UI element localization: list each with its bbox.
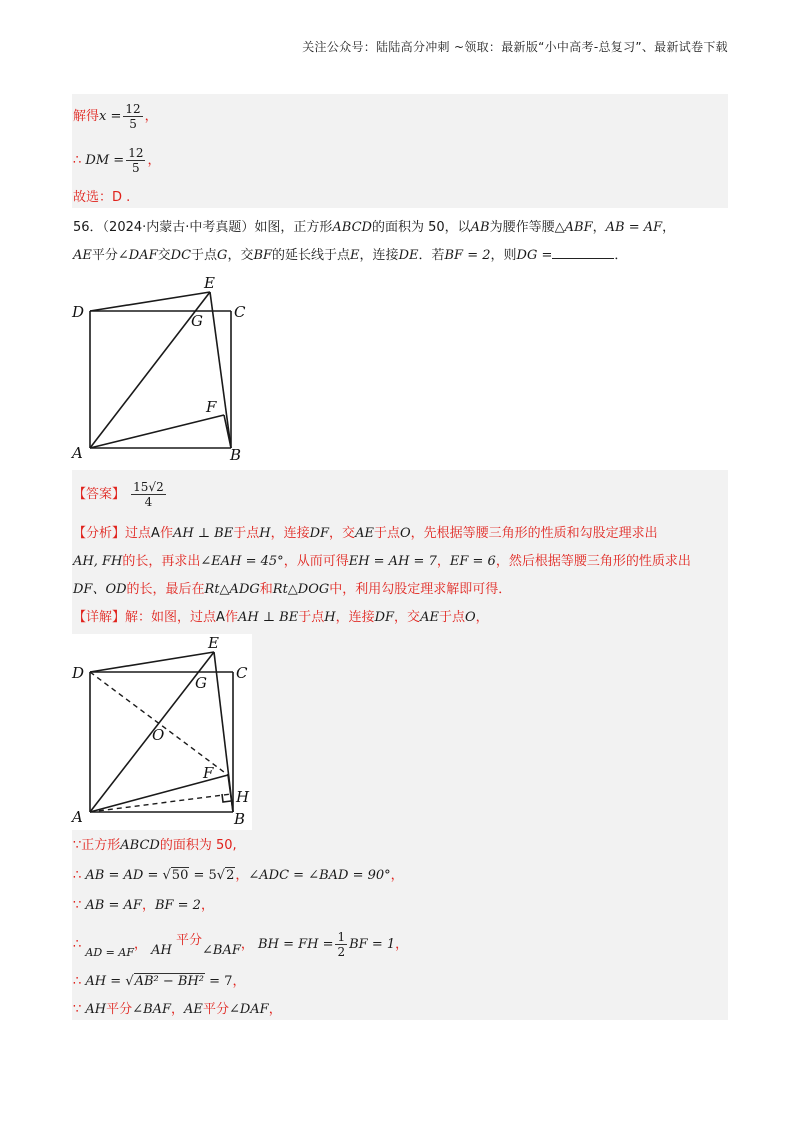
- question-line-2: [73, 246, 627, 266]
- q-g: G: [217, 248, 228, 263]
- s4-eq1: AD = AF: [85, 946, 134, 959]
- step-2: ∴ AB = AD = √50 = 5√2，∠ADC = ∠BAD = 90°，: [73, 868, 404, 883]
- s6-d: 平分: [202, 1002, 229, 1017]
- solve-prefix: 解得: [73, 109, 100, 124]
- dt-ae: AE: [420, 610, 439, 625]
- dt-c: 于点: [298, 610, 325, 625]
- s2-root1: 50: [171, 868, 189, 883]
- fig2-label-c: C: [236, 664, 248, 682]
- q-text-1b: 的面积为 50，以: [371, 220, 471, 235]
- fig1-label-g: G: [191, 312, 203, 330]
- s4-num: 1: [337, 930, 346, 944]
- s4-bh: BH = FH =: [258, 937, 334, 952]
- q-text-2c: 于点: [191, 248, 218, 263]
- question-number: 56．: [73, 220, 103, 235]
- s6-ah: AH: [85, 1002, 107, 1017]
- s4-baf: ∠BAF: [202, 943, 241, 958]
- s2-ang: ∠ADC = ∠BAD = 90°: [248, 868, 391, 883]
- s1-abcd: ABCD: [120, 838, 160, 853]
- an-3c: 中，利用勾股定理求解即可得．: [329, 582, 512, 597]
- dt-a: 解：如图，过点: [125, 610, 217, 625]
- step-5: ∴ AH = √AB² − BH² = 7，: [73, 974, 246, 989]
- s6-e: ，: [268, 1002, 282, 1017]
- q-abcd: ABCD: [332, 220, 372, 235]
- s5-eq: = 7: [205, 974, 233, 989]
- s4-bf: BF = 1: [349, 937, 396, 952]
- an-afh: AH, FH: [73, 554, 123, 569]
- dm-line: [73, 146, 160, 175]
- s5-a: ∴: [73, 974, 82, 989]
- solve-line: [73, 102, 158, 131]
- s6-baf: ∠BAF: [132, 1002, 172, 1017]
- fig2-label-g: G: [195, 674, 207, 692]
- q-bf2: BF = 2: [444, 248, 491, 263]
- answer-tag: 【答案】: [73, 487, 126, 502]
- an-A: A: [151, 526, 160, 541]
- page-header: 关注公众号：陆陆高分冲刺 ~领取：最新版“小中高考-总复习”、最新试卷下载: [302, 40, 728, 54]
- q-text-2g: ．若: [418, 248, 445, 263]
- figure-1: [70, 272, 260, 462]
- s2-root2: 2: [226, 868, 235, 883]
- q-text-2d: ，交: [227, 248, 254, 263]
- fig1-label-f: F: [206, 398, 217, 416]
- s5-b: ，: [232, 974, 246, 989]
- an-1e: ，交: [329, 526, 356, 541]
- answer-num: 15√2: [133, 480, 164, 494]
- fig2-label-o: O: [152, 726, 165, 744]
- q-ab-eq-af: AB = AF: [605, 220, 663, 235]
- s4-d: ，: [240, 937, 254, 952]
- s2-a: ∴: [73, 868, 82, 883]
- analysis-line-1: [73, 524, 658, 544]
- s1-a: ∵正方形: [73, 838, 121, 853]
- s3-eq1: AB = AF: [85, 898, 142, 913]
- s1-b: 的面积为 50,: [159, 838, 237, 853]
- solve-num: 12: [125, 102, 141, 116]
- s2-c: ，: [390, 868, 404, 883]
- dt-e: ，交: [394, 610, 421, 625]
- dt-ah: AH ⊥ BE: [237, 610, 299, 625]
- choose-line: 故选：D .: [73, 190, 131, 205]
- fig1-label-b: B: [230, 446, 242, 462]
- step-4: [73, 930, 408, 959]
- an-3b: 和: [259, 582, 273, 597]
- s2-eq2: = 5: [189, 868, 217, 883]
- fig2-label-a: A: [72, 808, 83, 826]
- prev-solution-block: [72, 94, 728, 208]
- answer-blank: [552, 246, 614, 259]
- q-ae: AE: [73, 248, 92, 263]
- fig1-label-c: C: [234, 303, 246, 321]
- an-ah: AH ⊥ BE: [172, 526, 234, 541]
- q-text-2a: 平分: [91, 248, 118, 263]
- s3-eq2: BF = 2: [154, 898, 201, 913]
- s4-den: 2: [337, 945, 346, 959]
- an-2a: 的长，再求出: [122, 554, 201, 569]
- s6-a: ∵: [73, 1002, 82, 1017]
- an-2d: ，然后根据等腰三角形的性质求出: [495, 554, 691, 569]
- question-line-1: [73, 218, 675, 238]
- dm-var: DM =: [85, 153, 125, 168]
- answer-line: [73, 480, 168, 509]
- step-3: [73, 896, 214, 916]
- s2-b: ，: [235, 868, 249, 883]
- q-tri: △ABF: [554, 220, 593, 235]
- an-2c: ，: [436, 554, 450, 569]
- q-text-2f: ，连接: [359, 248, 399, 263]
- dt-d: ，连接: [335, 610, 375, 625]
- an-ef: EF = 6: [449, 554, 496, 569]
- fig2-label-f: F: [203, 764, 214, 782]
- dt-A: A: [216, 610, 225, 625]
- an-o: O: [399, 526, 411, 541]
- an-1a: 过点: [125, 526, 152, 541]
- an-1c: 于点: [233, 526, 260, 541]
- analysis-tag: 【分析】: [73, 526, 126, 541]
- step-1: [73, 836, 237, 856]
- s6-daf: ∠DAF: [228, 1002, 269, 1017]
- dm-den: 5: [132, 161, 140, 175]
- dm-num: 12: [128, 146, 144, 160]
- dt-o: O: [464, 610, 476, 625]
- an-dog: Rt△DOG: [272, 582, 330, 597]
- s3-c: ，: [200, 898, 214, 913]
- an-adg: Rt△ADG: [204, 582, 260, 597]
- fig1-label-e: E: [204, 274, 215, 292]
- fig2-label-b: B: [234, 810, 246, 828]
- an-1d: ，连接: [270, 526, 310, 541]
- q-text-2b: 交: [157, 248, 171, 263]
- fig1-label-a: A: [72, 444, 83, 462]
- an-ae: AE: [355, 526, 374, 541]
- an-1g: ，先根据等腰三角形的性质和勾股定理求出: [410, 526, 658, 541]
- s5-root: AB² − BH²: [134, 974, 205, 989]
- s4-a: ∴: [73, 937, 82, 952]
- analysis-line-3: [73, 580, 511, 600]
- an-df: DF: [309, 526, 330, 541]
- s4-c: 平分: [176, 933, 203, 948]
- detail-line: [73, 608, 489, 628]
- fig1-line-af: [90, 415, 224, 448]
- answer-den: 4: [144, 495, 153, 509]
- s6-b: 平分: [106, 1002, 133, 1017]
- an-1f: 于点: [373, 526, 400, 541]
- analysis-line-2: [73, 552, 691, 572]
- question-source: （2024·内蒙古·中考真题）: [102, 220, 255, 235]
- an-eh: EH = AH = 7: [348, 554, 437, 569]
- fig2-line-ah-dashed: [90, 794, 231, 812]
- solve-frac: [123, 102, 142, 131]
- dt-g: ，: [475, 610, 489, 625]
- an-dfod: DF、OD: [73, 582, 127, 597]
- q-de: DE: [398, 248, 419, 263]
- dm-prefix: ∴: [73, 153, 82, 168]
- solve-den: 5: [129, 117, 137, 131]
- q-daf: ∠DAF: [117, 248, 158, 263]
- dt-f: 于点: [438, 610, 465, 625]
- fig2-label-d: D: [72, 664, 85, 682]
- dt-b: 作: [224, 610, 238, 625]
- q-text-2e: 的延长线于点: [272, 248, 351, 263]
- fig2-label-h: H: [236, 788, 250, 806]
- q-text-1a: 如图，正方形: [254, 220, 333, 235]
- dt-df: DF: [374, 610, 395, 625]
- q-text-1e: ，: [662, 220, 676, 235]
- fig1-label-d: D: [72, 303, 85, 321]
- s4-frac: [335, 930, 347, 959]
- fig1-line-de: [90, 292, 210, 311]
- q-e: E: [350, 248, 360, 263]
- q-dc: DC: [170, 248, 192, 263]
- q-text-1d: ，: [592, 220, 606, 235]
- s6-ae: AE: [184, 1002, 203, 1017]
- an-eah: ∠EAH = 45°: [200, 554, 284, 569]
- dm-frac: [126, 146, 145, 175]
- detail-tag: 【详解】: [73, 610, 126, 625]
- s4-b: ，: [133, 937, 147, 952]
- dm-sep: ，: [147, 153, 161, 168]
- fig1-line-eb: [210, 292, 231, 448]
- s4-e: ，: [395, 937, 409, 952]
- dt-h: H: [324, 610, 336, 625]
- s2-eq: AB = AD =: [85, 868, 163, 883]
- fig2-line-de: [90, 652, 214, 672]
- answer-frac: [131, 480, 166, 509]
- q-dg: DG =: [516, 248, 553, 263]
- fig2-label-e: E: [208, 634, 219, 652]
- solve-sep: ，: [144, 109, 158, 124]
- figure-2: [70, 632, 256, 832]
- q-text-2i: ．: [614, 248, 628, 263]
- s3-a: ∵: [73, 898, 82, 913]
- s6-c: ，: [171, 1002, 185, 1017]
- q-text-2h: ，则: [490, 248, 517, 263]
- solve-var: x =: [99, 109, 122, 124]
- an-3a: 的长，最后在: [126, 582, 205, 597]
- an-h: H: [259, 526, 271, 541]
- s3-b: ，: [141, 898, 155, 913]
- s5-ah: AH =: [85, 974, 126, 989]
- s4-ah: AH: [151, 943, 172, 958]
- q-text-1c: 为腰作等腰: [489, 220, 555, 235]
- an-1b: 作: [159, 526, 173, 541]
- q-ab: AB: [470, 220, 490, 235]
- step-6: [73, 1000, 282, 1020]
- q-bf: BF: [253, 248, 273, 263]
- an-2b: ，从而可得: [283, 554, 349, 569]
